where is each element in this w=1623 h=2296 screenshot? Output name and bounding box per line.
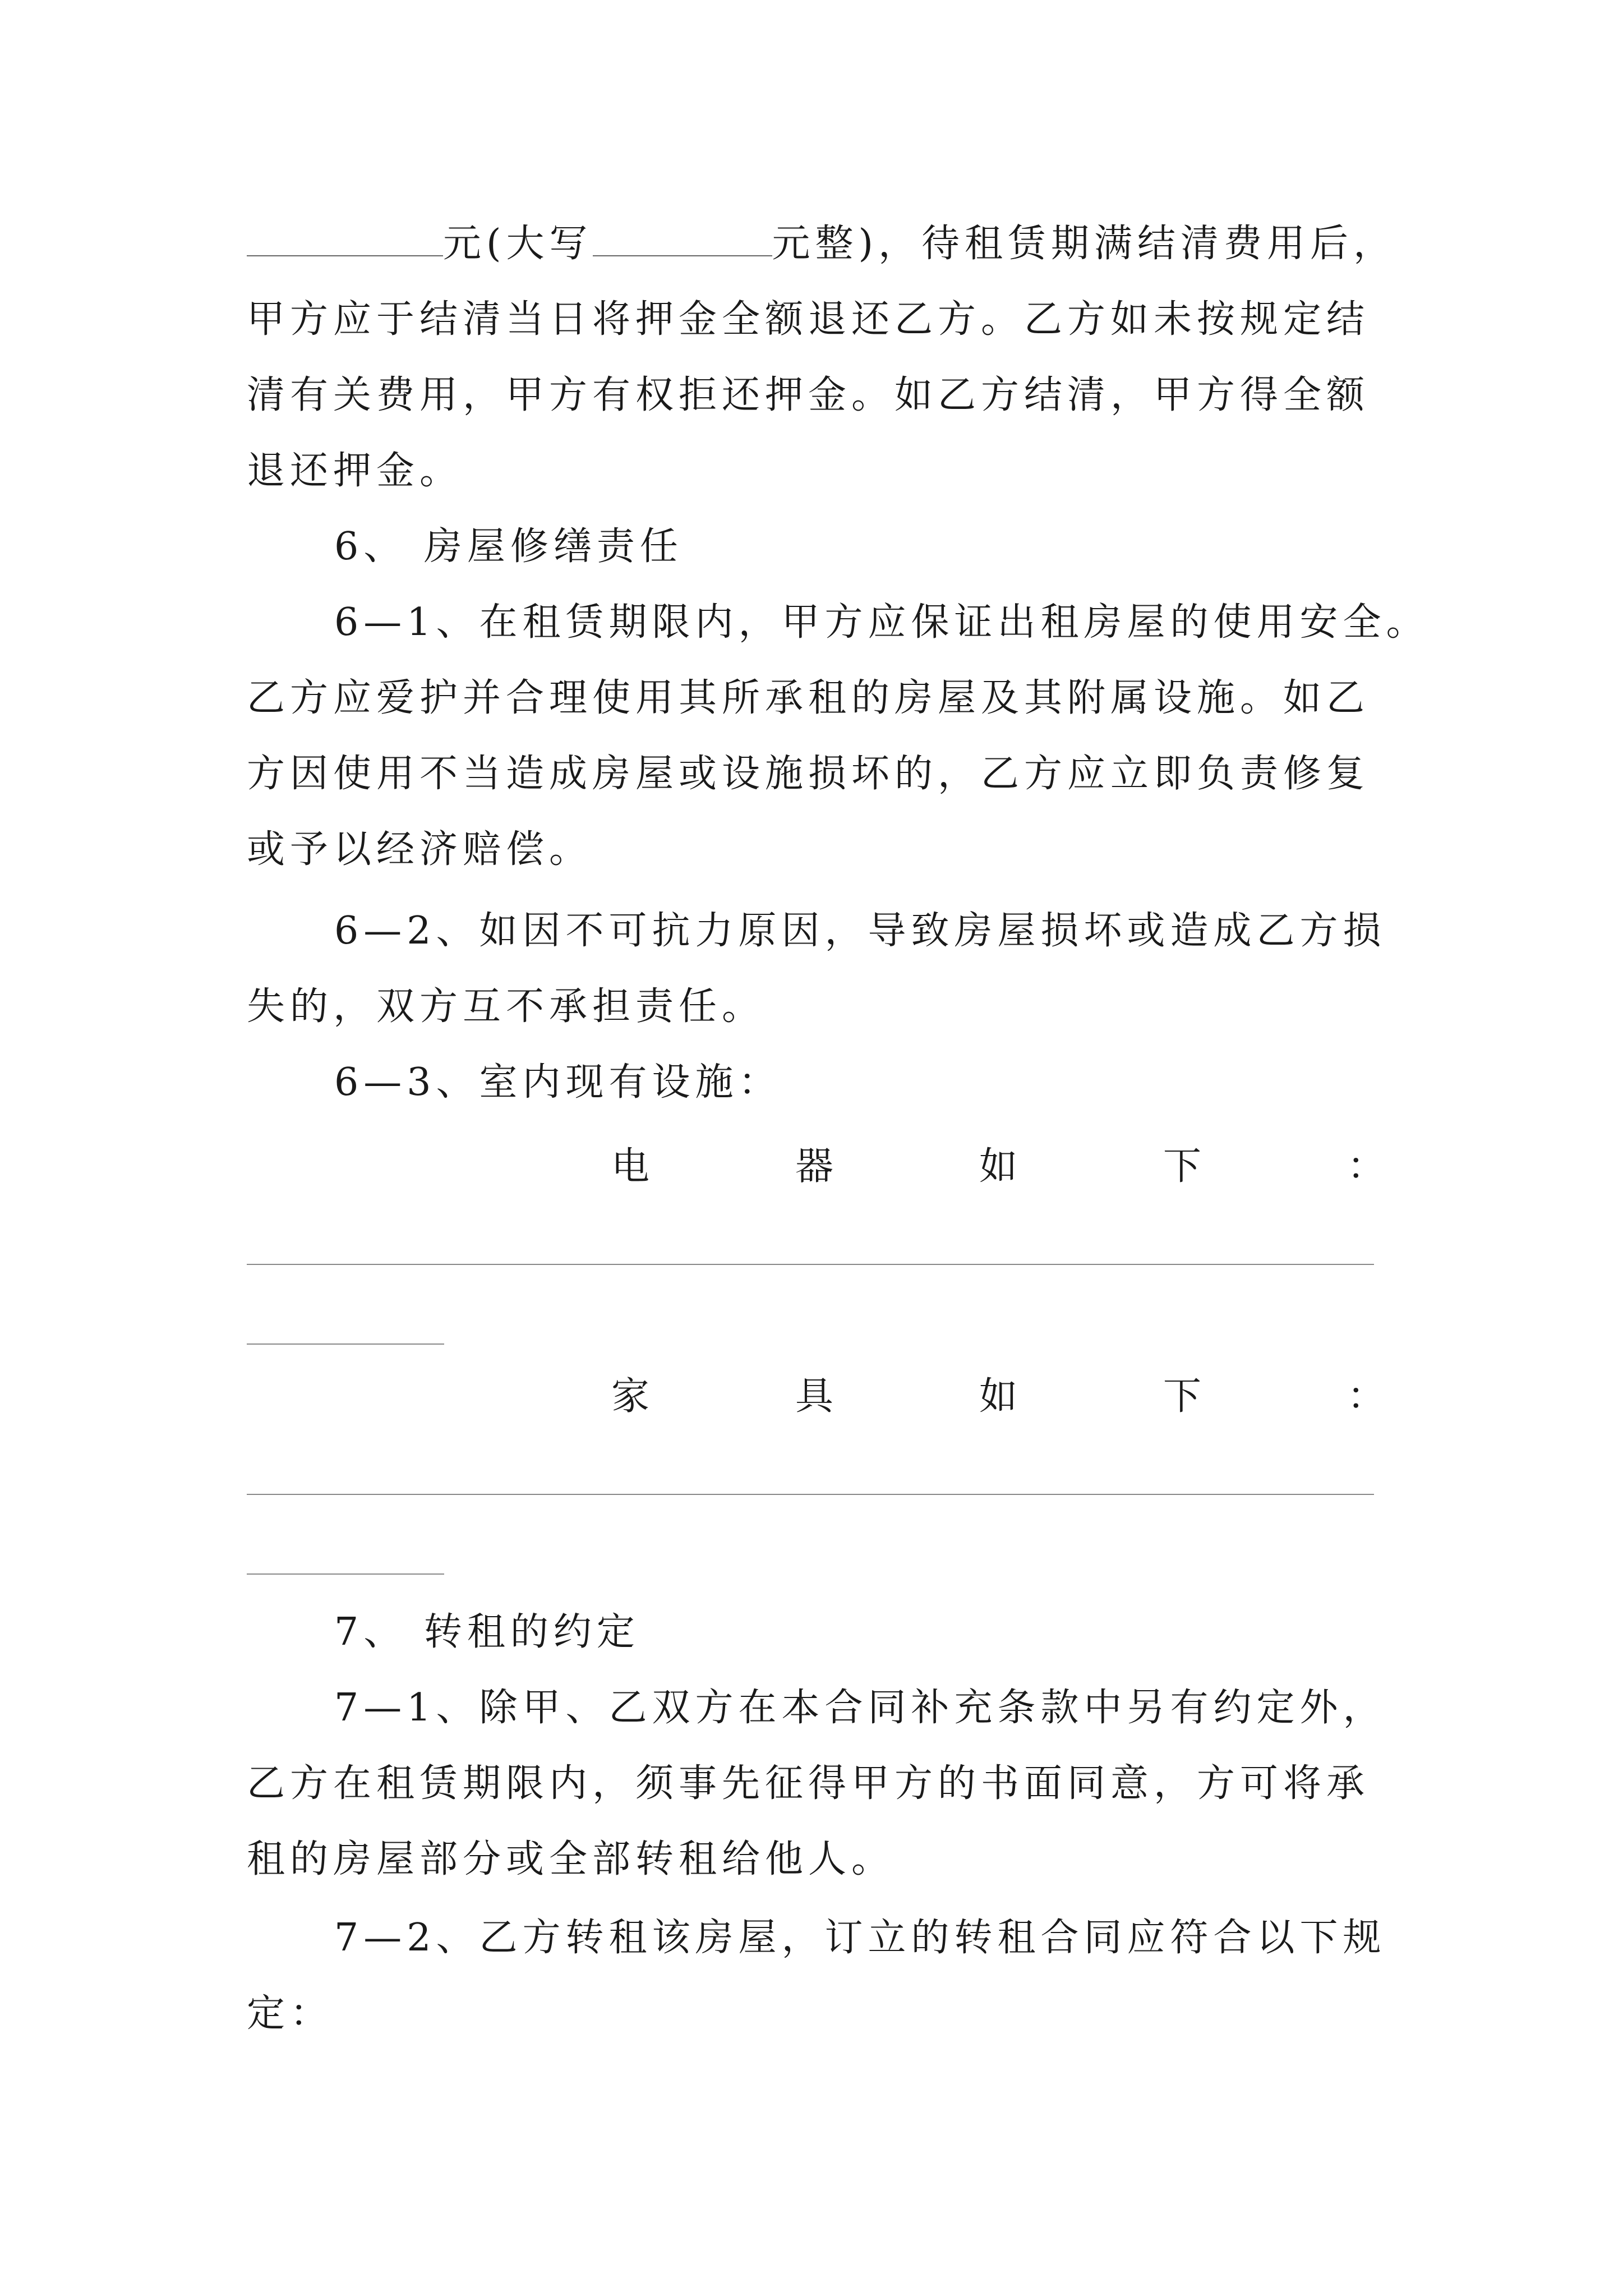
clause-6-1-line: 或予以经济赔偿。: [247, 827, 593, 872]
clause-6-2-line: 失的，双方互不承担责任。: [247, 984, 766, 1029]
furniture-heading: [611, 1369, 1385, 1425]
deposit-amount-line: [247, 216, 1396, 272]
furniture-char: 家: [611, 1374, 650, 1419]
clause-6-1-line: 乙方应爱护并合理使用其所承租的房屋及其附属设施。如乙: [247, 676, 1370, 720]
furniture-fill-line[interactable]: [247, 1573, 444, 1575]
furniture-char: ：: [1347, 1374, 1385, 1419]
section-heading-repair: 6、 房屋修缮责任: [334, 524, 683, 569]
clause-7-1-line: 租的房屋部分或全部转租给他人。: [247, 1837, 895, 1881]
appliances-char: 下: [1163, 1144, 1201, 1189]
clause-6-2-line: 6—2、如因不可抗力原因，导致房屋损坏或造成乙方损: [334, 909, 1386, 953]
clause-7-2-line: 定：: [247, 1991, 334, 2036]
furniture-char: 下: [1163, 1374, 1201, 1419]
amount-label: 元(大写: [443, 222, 593, 266]
clause-6-1-line: 方因使用不当造成房屋或设施损坏的，乙方应立即负责修复: [247, 752, 1370, 796]
paragraph-line: 清有关费用，甲方有权拒还押金。如乙方结清，甲方得全额: [247, 373, 1370, 417]
furniture-fill-line[interactable]: [247, 1494, 1374, 1495]
appliances-char: 如: [979, 1144, 1017, 1189]
furniture-char: 具: [795, 1374, 833, 1419]
amount-uppercase-blank[interactable]: [593, 216, 772, 256]
amount-tail: 元整)，待租赁期满结清费用后，: [772, 222, 1397, 266]
appliances-char: 器: [795, 1144, 833, 1189]
section-heading-sublease: 7、 转租的约定: [334, 1610, 640, 1654]
appliances-fill-line[interactable]: [247, 1264, 1374, 1265]
clause-7-2-line: 7—2、乙方转租该房屋，订立的转租合同应符合以下规: [334, 1916, 1386, 1960]
appliances-fill-line[interactable]: [247, 1343, 444, 1345]
paragraph-line: 甲方应于结清当日将押金全额退还乙方。乙方如未按规定结: [247, 297, 1370, 342]
clause-7-1-line: 7—1、除甲、乙双方在本合同补充条款中另有约定外，: [334, 1686, 1386, 1730]
amount-blank[interactable]: [247, 216, 443, 256]
clause-6-3-line: 6—3、室内现有设施：: [334, 1060, 782, 1105]
furniture-char: 如: [979, 1374, 1017, 1419]
appliances-char: 电: [611, 1144, 650, 1189]
paragraph-line: 退还押金。: [247, 449, 463, 493]
clause-7-1-line: 乙方在租赁期限内，须事先征得甲方的书面同意，方可将承: [247, 1761, 1370, 1806]
appliances-heading: [611, 1139, 1385, 1195]
clause-6-1-line: 6—1、在租赁期限内，甲方应保证出租房屋的使用安全。: [334, 600, 1430, 645]
appliances-char: ：: [1347, 1144, 1385, 1189]
